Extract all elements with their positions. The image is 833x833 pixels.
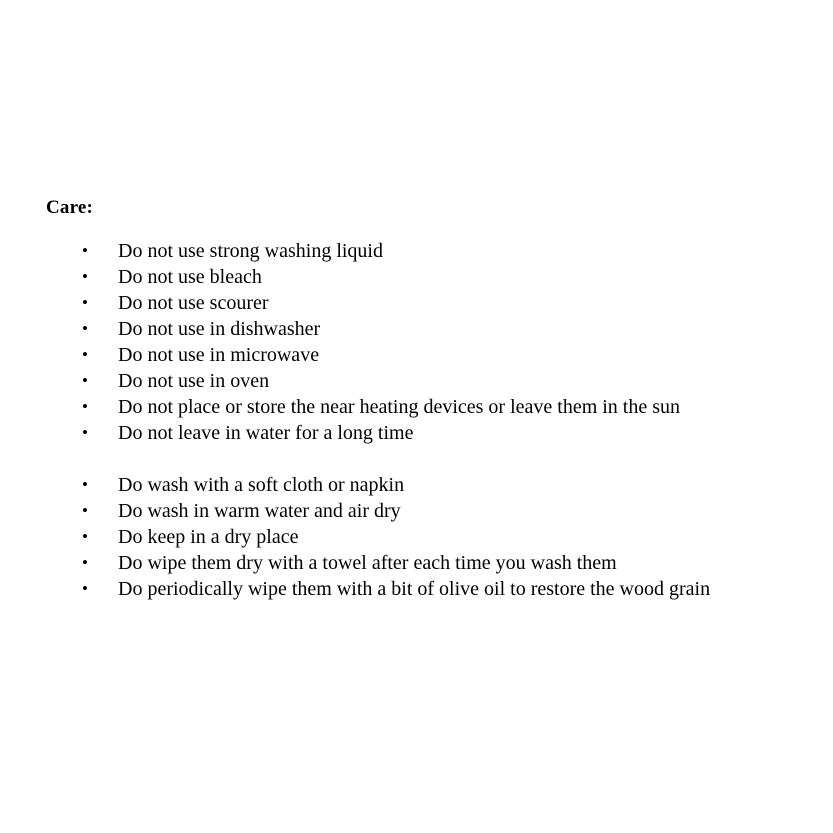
page-title: Care: bbox=[46, 197, 94, 218]
document-body bbox=[46, 196, 806, 602]
list-item-label: Do wipe them dry with a towel after each time you wash them bbox=[118, 552, 617, 574]
list-item-label: Do periodically wipe them with a bit of olive oil to restore the wood grain bbox=[118, 578, 711, 600]
list-item-label: Do not use in oven bbox=[118, 370, 270, 392]
list-item bbox=[46, 394, 806, 420]
list-item bbox=[46, 264, 806, 290]
list-item bbox=[46, 316, 806, 342]
list-item bbox=[46, 498, 806, 524]
list-item-label: Do not use strong washing liquid bbox=[118, 240, 383, 262]
list-item bbox=[46, 238, 806, 264]
bullet-icon: • bbox=[82, 293, 88, 312]
list-item-label: Do wash with a soft cloth or napkin bbox=[118, 474, 405, 496]
list-item-label: Do not leave in water for a long time bbox=[118, 422, 414, 444]
list-item-label: Do not use in microwave bbox=[118, 344, 320, 366]
bullet-icon: • bbox=[82, 319, 88, 338]
care-instructions-list-donts bbox=[46, 238, 806, 446]
bullet-icon: • bbox=[82, 579, 88, 598]
bullet-icon: • bbox=[82, 475, 88, 494]
bullet-icon: • bbox=[82, 241, 88, 260]
list-item bbox=[46, 290, 806, 316]
list-item-label: Do not use scourer bbox=[118, 292, 269, 314]
bullet-icon: • bbox=[82, 527, 88, 546]
bullet-icon: • bbox=[82, 397, 88, 416]
list-item bbox=[46, 368, 806, 394]
list-item bbox=[46, 472, 806, 498]
list-item bbox=[46, 576, 806, 602]
bullet-icon: • bbox=[82, 501, 88, 520]
care-instructions-list-dos bbox=[46, 472, 806, 602]
bullet-icon: • bbox=[82, 553, 88, 572]
bullet-icon: • bbox=[82, 345, 88, 364]
list-item-label: Do keep in a dry place bbox=[118, 526, 299, 548]
list-item bbox=[46, 550, 806, 576]
list-item-label: Do wash in warm water and air dry bbox=[118, 500, 401, 522]
list-item-label: Do not use in dishwasher bbox=[118, 318, 321, 340]
list-item-label: Do not place or store the near heating devices or leave them in the sun bbox=[118, 396, 681, 418]
list-item bbox=[46, 342, 806, 368]
bullet-icon: • bbox=[82, 423, 88, 442]
bullet-icon: • bbox=[82, 267, 88, 286]
list-item-label: Do not use bleach bbox=[118, 266, 262, 288]
list-item bbox=[46, 524, 806, 550]
list-item bbox=[46, 420, 806, 446]
bullet-icon: • bbox=[82, 371, 88, 390]
